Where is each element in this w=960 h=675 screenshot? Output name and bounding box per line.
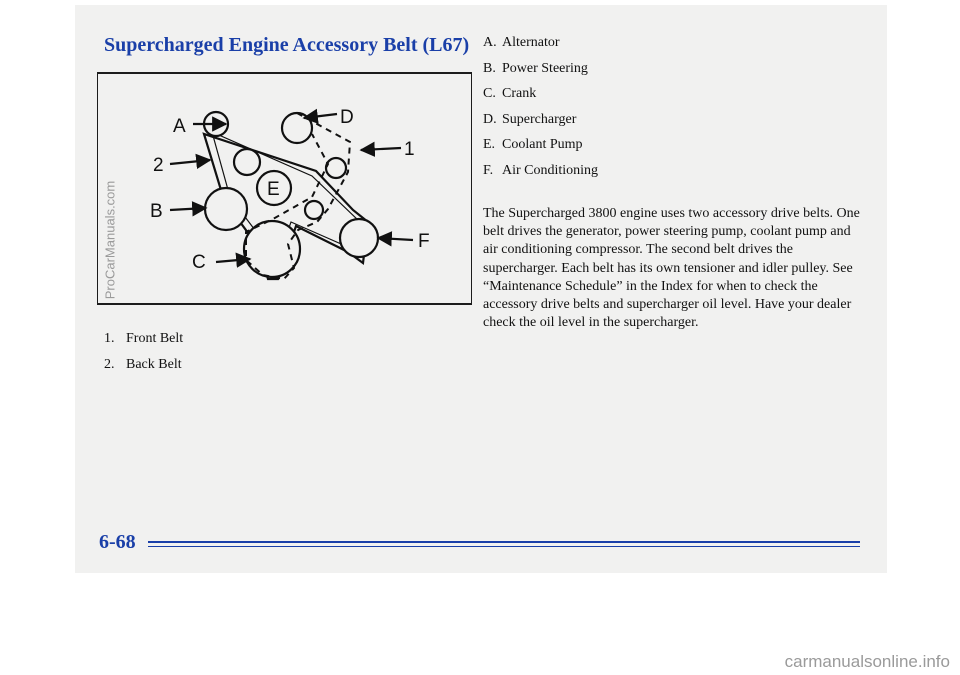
arrow-c	[216, 259, 250, 262]
arrow-2	[170, 160, 210, 164]
arrow-d	[304, 114, 337, 118]
list-key: C.	[483, 86, 496, 102]
side-watermark-text: ProCarManuals.com	[102, 180, 118, 300]
idler-pulley-2	[234, 149, 260, 175]
arrow-b	[170, 208, 206, 210]
list-key: 1.	[104, 331, 115, 346]
list-text: Front Belt	[126, 331, 184, 346]
list-text: Coolant Pump	[502, 137, 583, 153]
power-steering-pulley	[205, 188, 247, 230]
list-key: F.	[483, 162, 494, 178]
belt-diagram	[97, 72, 472, 305]
page-number: 6-68	[99, 531, 136, 553]
bottom-watermark: carmanualsonline.info	[784, 652, 950, 671]
list-text: Alternator	[502, 35, 560, 50]
list-text: Air Conditioning	[502, 162, 599, 178]
body-paragraph: The Supercharged 3800 engine uses two accessory drive belts. One belt drives the generator, power steering pump, coolant pump and air conditioning compressor. The second belt drives the supercharger. Each belt has its own tensioner and idler pulley. See “Maintenance Schedule” in the Index for when to check the accessory drive belts and supercharger oil level. Have your dealer check the oil level in the supercharger.	[483, 206, 860, 331]
arrow-f	[378, 238, 413, 240]
label-a: A	[173, 116, 186, 137]
label-b: B	[150, 201, 163, 222]
list-key: E.	[483, 137, 496, 153]
list-key: 2.	[104, 357, 115, 372]
label-1: 1	[404, 139, 415, 160]
list-text: Crank	[502, 86, 537, 102]
idler-pulley-lower	[305, 201, 323, 219]
footer-rule-thin	[148, 546, 860, 547]
list-key: D.	[483, 111, 497, 127]
arrow-1	[361, 148, 401, 150]
tensioner-pulley-1	[326, 158, 346, 178]
list-text: Supercharger	[502, 111, 577, 127]
label-f: F	[418, 231, 430, 252]
side-watermark	[100, 180, 120, 300]
list-key: A.	[483, 35, 497, 50]
list-text: Back Belt	[126, 357, 182, 372]
label-2: 2	[153, 155, 164, 176]
list-key: B.	[483, 60, 496, 76]
footer-rule	[148, 541, 860, 543]
belt-routing-illustration	[98, 72, 471, 303]
label-c: C	[192, 252, 206, 273]
label-e: E	[267, 179, 280, 200]
section-heading: Supercharged Engine Accessory Belt (L67)	[104, 34, 470, 56]
ac-pulley	[340, 219, 378, 257]
list-text: Power Steering	[502, 60, 588, 76]
label-d: D	[340, 107, 354, 128]
crank-pulley	[244, 221, 300, 277]
